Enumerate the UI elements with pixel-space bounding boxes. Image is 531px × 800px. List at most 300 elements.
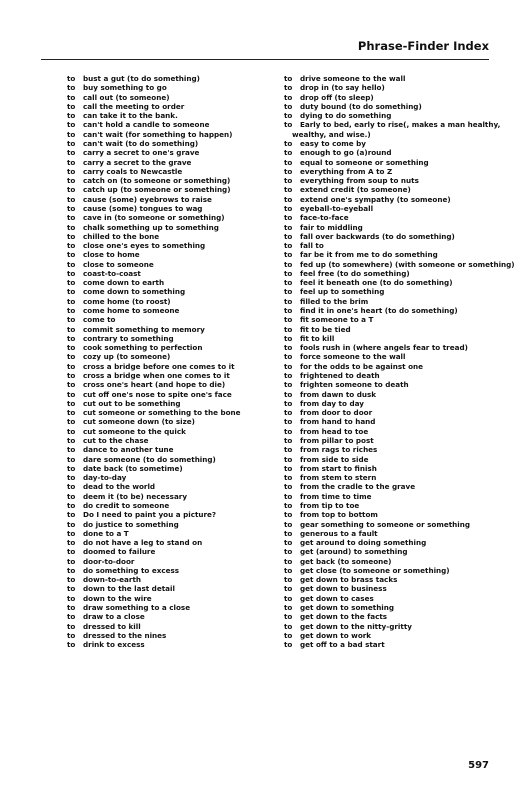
entry-prefix: to: [284, 426, 293, 436]
entry-prefix: to: [67, 287, 76, 297]
index-entry: [284, 241, 499, 250]
index-entry: [67, 102, 282, 111]
index-entry: [284, 445, 499, 454]
entry-phrase: generous to a fault: [300, 528, 378, 538]
entry-prefix: to: [67, 120, 76, 130]
entry-phrase: cozy up (to someone): [83, 352, 171, 362]
entry-prefix: to: [284, 343, 293, 353]
index-entry: [67, 148, 282, 157]
entry-prefix: to: [284, 417, 293, 427]
entry-phrase: close to someone: [83, 259, 154, 269]
entry-prefix: to: [67, 241, 76, 251]
entry-phrase: can't wait (to do something): [83, 138, 199, 148]
entry-prefix: to: [284, 612, 293, 622]
index-entry: [67, 204, 282, 213]
entry-phrase: extend one's sympathy (to someone): [300, 194, 451, 204]
index-entry: [284, 120, 499, 129]
index-entry: [284, 102, 499, 111]
entry-phrase: get down to work: [300, 630, 372, 640]
entry-prefix: to: [67, 278, 76, 288]
index-entry: [67, 603, 282, 612]
entry-phrase: bust a gut (to do something): [83, 74, 200, 83]
entry-prefix: to: [67, 519, 76, 529]
entry-phrase: drop in (to say hello): [300, 83, 385, 93]
index-entry: [284, 334, 499, 343]
entry-phrase: cave in (to someone or something): [83, 213, 225, 223]
entry-prefix: to: [67, 101, 76, 111]
entry-phrase: do not have a leg to stand on: [83, 538, 203, 548]
entry-phrase: come home to someone: [83, 306, 180, 316]
entry-phrase: frightened to death: [300, 371, 380, 380]
index-entry: [67, 455, 282, 464]
entry-phrase: dressed to kill: [83, 621, 141, 631]
entry-phrase: contrary to something: [83, 333, 174, 343]
index-entry: [67, 158, 282, 167]
index-entry: [284, 167, 499, 176]
entry-prefix: to: [284, 74, 293, 83]
index-entry: [67, 547, 282, 556]
entry-phrase: eyeball-to-eyeball: [300, 203, 374, 213]
index-entry: [67, 473, 282, 482]
entry-phrase: close one's eyes to something: [83, 241, 206, 251]
index-entry: [284, 232, 499, 241]
entry-phrase: duty bound (to do something): [300, 101, 422, 111]
entry-prefix: to: [67, 333, 76, 343]
entry-phrase: do credit to someone: [83, 500, 170, 510]
entry-prefix: to: [284, 185, 293, 195]
entry-phrase: fed up (to somewhere) (with someone or something): [300, 259, 515, 269]
entry-phrase: drive someone to the wall: [300, 74, 406, 83]
index-entry: [284, 343, 499, 352]
index-entry: [284, 492, 499, 501]
index-entry: [67, 501, 282, 510]
entry-phrase: door-to-door: [83, 556, 135, 566]
index-entry: [67, 325, 282, 334]
entry-prefix: to: [284, 371, 293, 380]
entry-phrase: cut someone to the quick: [83, 426, 186, 436]
index-entry: [284, 139, 499, 148]
entry-phrase: come down to something: [83, 287, 186, 297]
entry-phrase: dead to the world: [83, 482, 156, 492]
entry-phrase: buy something to go: [83, 83, 167, 93]
entry-phrase: wealthy, and wise.): [292, 129, 371, 139]
entry-prefix: to: [284, 528, 293, 538]
entry-phrase: call the meeting to order: [83, 101, 185, 111]
entry-prefix: to: [67, 491, 76, 501]
entry-prefix: to: [284, 241, 293, 251]
entry-prefix: to: [284, 148, 293, 158]
entry-prefix: to: [284, 491, 293, 501]
entry-prefix: to: [67, 92, 76, 102]
entry-prefix: to: [67, 185, 76, 195]
entry-prefix: to: [67, 547, 76, 557]
index-entry: [284, 269, 499, 278]
entry-prefix: to: [67, 194, 76, 204]
entry-phrase: from the cradle to the grave: [300, 482, 416, 492]
entry-phrase: done to a T: [83, 528, 129, 538]
index-entry: [284, 501, 499, 510]
entry-phrase: get down to the nitty-gritty: [300, 621, 412, 631]
index-entry: [67, 390, 282, 399]
entry-prefix: to: [67, 482, 76, 492]
entry-prefix: to: [67, 231, 76, 241]
entry-prefix: to: [67, 417, 76, 427]
index-entry: [67, 594, 282, 603]
index-entry: [67, 130, 282, 139]
entry-prefix: to: [284, 213, 293, 223]
entry-prefix: to: [284, 584, 293, 594]
index-entry: [67, 83, 282, 92]
index-entry: [67, 640, 282, 649]
index-entry: [67, 297, 282, 306]
entry-prefix: to: [67, 445, 76, 455]
entry-prefix: to: [67, 463, 76, 473]
entry-phrase: from rags to riches: [300, 445, 378, 455]
entry-phrase: get down to the facts: [300, 612, 388, 622]
entry-phrase: come to: [83, 315, 116, 325]
entry-prefix: to: [67, 259, 76, 269]
entry-phrase: coast-to-coast: [83, 268, 141, 278]
entry-phrase: get back (to someone): [300, 556, 392, 566]
entry-prefix: to: [67, 584, 76, 594]
entry-phrase: deem it (to be) necessary: [83, 491, 188, 501]
index-entry: [284, 557, 499, 566]
entry-prefix: to: [284, 463, 293, 473]
entry-phrase: call out (to someone): [83, 92, 170, 102]
index-entry: [67, 622, 282, 631]
entry-phrase: from time to time: [300, 491, 372, 501]
entry-prefix: to: [284, 296, 293, 306]
entry-phrase: from hand to hand: [300, 417, 376, 427]
entry-prefix: to: [67, 157, 76, 167]
entry-prefix: to: [67, 528, 76, 538]
index-entry: [284, 622, 499, 631]
entry-phrase: close to home: [83, 250, 140, 260]
entry-prefix: to: [67, 621, 76, 631]
entry-phrase: carry a secret to one's grave: [83, 148, 200, 158]
entry-prefix: to: [67, 343, 76, 353]
index-entry: [67, 631, 282, 640]
entry-phrase: cut out to be something: [83, 398, 181, 408]
entry-phrase: from side to side: [300, 454, 369, 464]
index-column-left: [67, 74, 282, 649]
entry-prefix: to: [67, 176, 76, 186]
entry-prefix: to: [284, 547, 293, 557]
index-entry: [67, 213, 282, 222]
entry-prefix: to: [67, 510, 76, 520]
entry-phrase: from dawn to dusk: [300, 389, 377, 399]
index-entry: [67, 520, 282, 529]
index-entry: [284, 362, 499, 371]
index-entry: [284, 390, 499, 399]
index-entry: [67, 380, 282, 389]
entry-phrase: dare someone (to do something): [83, 454, 216, 464]
entry-phrase: draw something to a close: [83, 603, 191, 613]
entry-prefix: to: [67, 408, 76, 418]
entry-phrase: cut off one's nose to spite one's face: [83, 389, 232, 399]
entry-prefix: to: [284, 575, 293, 585]
entry-prefix: to: [67, 83, 76, 93]
entry-prefix: to: [67, 315, 76, 325]
index-entry: [284, 566, 499, 575]
entry-phrase: do justice to something: [83, 519, 179, 529]
index-entry: [67, 241, 282, 250]
index-entry: [67, 417, 282, 426]
entry-prefix: to: [67, 268, 76, 278]
entry-phrase: far be it from me to do something: [300, 250, 438, 260]
index-entry: [284, 158, 499, 167]
index-entry: [284, 427, 499, 436]
entry-phrase: cause (some) tongues to wag: [83, 203, 203, 213]
entry-phrase: extend credit (to someone): [300, 185, 411, 195]
index-entry: [67, 120, 282, 129]
entry-phrase: Do I need to paint you a picture?: [83, 510, 217, 520]
entry-phrase: dressed to the nines: [83, 630, 167, 640]
entry-prefix: to: [284, 120, 293, 130]
running-header-title: Phrase-Finder Index: [357, 39, 489, 53]
index-entry: [284, 223, 499, 232]
index-entry: [284, 380, 499, 389]
entry-prefix: to: [284, 603, 293, 613]
entry-prefix: to: [284, 445, 293, 455]
entry-prefix: to: [284, 333, 293, 343]
entry-phrase: gear something to someone or something: [300, 519, 471, 529]
entry-phrase: cook something to perfection: [83, 343, 203, 353]
entry-prefix: to: [67, 250, 76, 260]
entry-phrase: drink to excess: [83, 640, 145, 650]
index-entry: [67, 612, 282, 621]
entry-prefix: to: [284, 176, 293, 186]
index-entry: [67, 510, 282, 519]
index-entry: [284, 315, 499, 324]
entry-prefix: to: [284, 324, 293, 334]
index-entry: [284, 74, 499, 83]
index-entry: [284, 176, 499, 185]
entry-prefix: to: [67, 306, 76, 316]
entry-prefix: to: [67, 203, 76, 213]
index-entry: [67, 139, 282, 148]
index-entry: [67, 232, 282, 241]
entry-prefix: to: [67, 213, 76, 223]
entry-prefix: to: [284, 556, 293, 566]
index-entry: [284, 204, 499, 213]
index-entry: [67, 492, 282, 501]
entry-phrase: catch on (to someone or something): [83, 176, 231, 186]
entry-phrase: easy to come by: [300, 138, 366, 148]
entry-prefix: to: [67, 473, 76, 483]
index-entry: [284, 417, 499, 426]
index-entry: [67, 371, 282, 380]
entry-prefix: to: [67, 426, 76, 436]
entry-prefix: to: [67, 640, 76, 650]
entry-prefix: to: [67, 74, 76, 83]
entry-prefix: to: [284, 435, 293, 445]
index-entry: [67, 343, 282, 352]
entry-prefix: to: [284, 538, 293, 548]
entry-prefix: to: [284, 306, 293, 316]
entry-prefix: to: [284, 640, 293, 650]
index-entry: [284, 603, 499, 612]
index-entry: [67, 287, 282, 296]
index-entry: [284, 594, 499, 603]
index-entry: [284, 287, 499, 296]
index-entry: [284, 259, 515, 269]
entry-phrase: get (around) to something: [300, 547, 408, 557]
entry-phrase: draw to a close: [83, 612, 145, 622]
entry-prefix: to: [284, 408, 293, 418]
entry-prefix: to: [284, 203, 293, 213]
entry-phrase: fair to middling: [300, 222, 363, 232]
entry-phrase: for the odds to be against one: [300, 361, 424, 371]
index-entry: [67, 408, 282, 417]
entry-prefix: to: [284, 101, 293, 111]
entry-prefix: to: [284, 166, 293, 176]
header-rule: [41, 59, 489, 60]
entry-prefix: to: [284, 83, 293, 93]
entry-prefix: to: [284, 287, 293, 297]
index-entry: [67, 93, 282, 102]
entry-prefix: to: [284, 473, 293, 483]
entry-phrase: get down to brass tacks: [300, 575, 398, 585]
index-entry: [67, 566, 282, 575]
index-entry: [284, 631, 499, 640]
index-entry: [284, 473, 499, 482]
entry-prefix: to: [67, 222, 76, 232]
entry-prefix: to: [284, 482, 293, 492]
entry-prefix: to: [67, 556, 76, 566]
index-entry: [67, 167, 282, 176]
index-entry: [67, 362, 282, 371]
index-entry: [67, 482, 282, 491]
entry-phrase: day-to-day: [83, 473, 127, 483]
index-entry: [67, 269, 282, 278]
entry-phrase: force someone to the wall: [300, 352, 406, 362]
entry-prefix: to: [284, 111, 293, 121]
entry-phrase: everything from A to Z: [300, 166, 393, 176]
entry-prefix: to: [284, 92, 293, 102]
index-entry: [284, 510, 499, 519]
entry-prefix: to: [284, 380, 293, 390]
entry-prefix: to: [284, 593, 293, 603]
entry-phrase: cause (some) eyebrows to raise: [83, 194, 212, 204]
entry-phrase: drop off (to sleep): [300, 92, 374, 102]
index-entry: [67, 185, 282, 194]
entry-phrase: cross a bridge when one comes to it: [83, 371, 230, 380]
entry-phrase: down to the last detail: [83, 584, 175, 594]
entry-phrase: carry a secret to the grave: [83, 157, 192, 167]
entry-prefix: to: [67, 129, 76, 139]
index-entry: [67, 111, 282, 120]
entry-prefix: to: [284, 621, 293, 631]
entry-prefix: to: [284, 222, 293, 232]
index-entry: [284, 325, 499, 334]
entry-phrase: from pillar to post: [300, 435, 374, 445]
index-entry: [67, 195, 282, 204]
index-entry: [67, 575, 282, 584]
entry-prefix: to: [67, 361, 76, 371]
entry-prefix: to: [284, 630, 293, 640]
entry-phrase: commit something to memory: [83, 324, 205, 334]
entry-phrase: fall to: [300, 241, 324, 251]
entry-prefix: to: [67, 593, 76, 603]
entry-prefix: to: [67, 435, 76, 445]
index-entry: [284, 547, 499, 556]
entry-phrase: cut to the chase: [83, 435, 149, 445]
entry-phrase: get around to doing something: [300, 538, 427, 548]
index-entry: [284, 575, 499, 584]
entry-prefix: to: [67, 148, 76, 158]
index-entry: [284, 83, 499, 92]
entry-phrase: fit to be tied: [300, 324, 351, 334]
entry-phrase: get close (to someone or something): [300, 565, 450, 575]
index-entry: [284, 408, 499, 417]
index-entry: [67, 445, 282, 454]
index-entry: [284, 306, 499, 315]
index-entry: [284, 185, 499, 194]
index-entry: [284, 640, 499, 649]
index-entry: [67, 306, 282, 315]
index-entry: [67, 223, 282, 232]
entry-phrase: do something to excess: [83, 565, 180, 575]
entry-phrase: can't hold a candle to someone: [83, 120, 210, 130]
entry-phrase: from head to toe: [300, 426, 369, 436]
entry-prefix: to: [67, 296, 76, 306]
entry-phrase: find it in one's heart (to do something): [300, 306, 458, 316]
entry-prefix: to: [67, 380, 76, 390]
index-entry: [284, 195, 499, 204]
entry-phrase: filled to the brim: [300, 296, 369, 306]
entry-phrase: feel free (to do something): [300, 268, 410, 278]
index-entry: [67, 315, 282, 324]
entry-prefix: to: [284, 268, 293, 278]
entry-phrase: frighten someone to death: [300, 380, 409, 390]
index-entry: [67, 176, 282, 185]
entry-prefix: to: [67, 398, 76, 408]
index-entry: [67, 334, 282, 343]
entry-phrase: chilled to the bone: [83, 231, 160, 241]
entry-phrase: from door to door: [300, 408, 373, 418]
entry-phrase: come home (to roost): [83, 296, 171, 306]
index-entry: [67, 464, 282, 473]
index-entry: [284, 278, 499, 287]
entry-phrase: down-to-earth: [83, 575, 142, 585]
index-entry: [284, 111, 499, 120]
entry-phrase: from day to day: [300, 398, 364, 408]
index-entry: [284, 464, 499, 473]
entry-prefix: to: [67, 500, 76, 510]
index-entry: [67, 250, 282, 259]
index-entry: [284, 455, 499, 464]
entry-prefix: to: [67, 603, 76, 613]
entry-prefix: to: [284, 278, 293, 288]
entry-prefix: to: [284, 565, 293, 575]
index-entry: [284, 148, 499, 157]
entry-phrase: equal to someone or something: [300, 157, 429, 167]
entry-phrase: get down to something: [300, 603, 395, 613]
entry-phrase: get off to a bad start: [300, 640, 385, 650]
entry-prefix: to: [67, 138, 76, 148]
entry-prefix: to: [284, 194, 293, 204]
entry-prefix: to: [67, 389, 76, 399]
entry-phrase: fools rush in (where angels fear to tread): [300, 343, 468, 353]
entry-phrase: cut someone down (to size): [83, 417, 195, 427]
index-entry: [67, 399, 282, 408]
index-entry: [284, 482, 499, 491]
index-entry: [67, 557, 282, 566]
entry-phrase: everything from soup to nuts: [300, 176, 419, 186]
entry-phrase: fit to kill: [300, 333, 335, 343]
entry-phrase: cut someone or something to the bone: [83, 408, 241, 418]
